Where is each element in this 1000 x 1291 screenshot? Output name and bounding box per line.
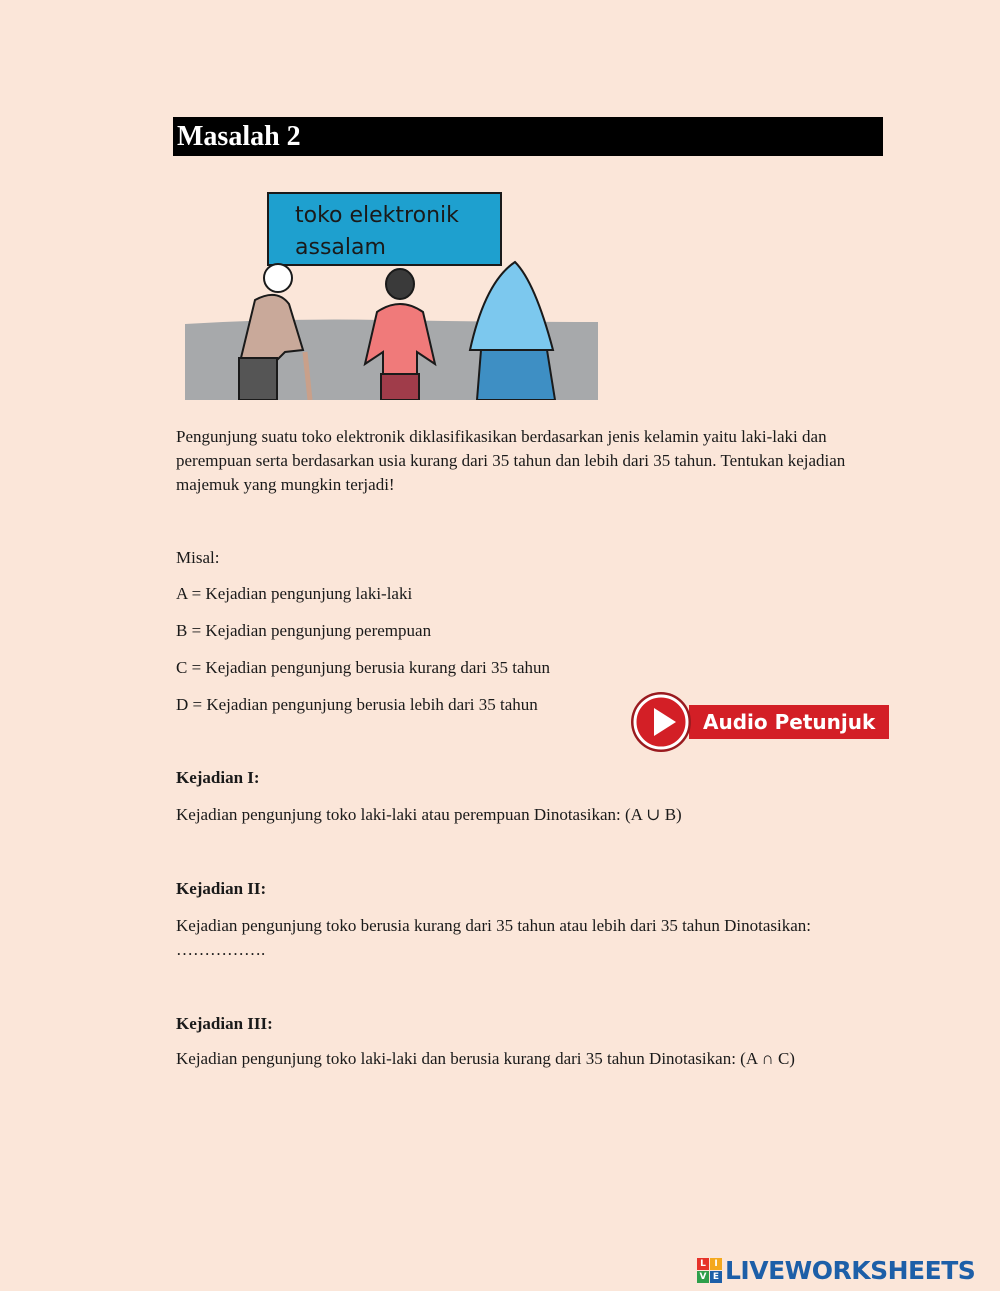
event-1-text: Kejadian pengunjung toko laki-laki atau perempuan Dinotasikan: (A ∪ B): [176, 805, 682, 824]
misal-label: Misal:: [176, 548, 220, 567]
store-illustration: [185, 192, 598, 400]
misal-item-a: A = Kejadian pengunjung laki-laki: [176, 584, 413, 603]
event-3-heading: Kejadian III:: [176, 1014, 273, 1033]
misal-item-d: D = Kejadian pengunjung berusia lebih dari 35 tahun: [176, 695, 538, 714]
page-title: Masalah 2: [173, 117, 883, 156]
event-2-answer-field[interactable]: …………….: [176, 940, 266, 959]
play-icon: [629, 690, 693, 754]
sign-line-2: assalam: [295, 235, 386, 260]
audio-button-label: Audio Petunjuk: [689, 705, 889, 739]
event-1-heading: Kejadian I:: [176, 768, 260, 787]
sign-line-1: toko elektronik: [295, 203, 459, 228]
event-2-text: Kejadian pengunjung toko berusia kurang dari 35 tahun atau lebih dari 35 tahun Dinotasikan:: [176, 916, 811, 935]
misal-item-c: C = Kejadian pengunjung berusia kurang dari 35 tahun: [176, 658, 551, 677]
event-3-text: Kejadian pengunjung toko laki-laki dan berusia kurang dari 35 tahun Dinotasikan: (A ∩ C): [176, 1049, 795, 1068]
logo-text: LIVEWORKSHEETS: [725, 1255, 976, 1285]
liveworksheets-logo: [697, 1255, 975, 1285]
logo-mark: L I V E: [697, 1258, 722, 1283]
misal-item-b: B = Kejadian pengunjung perempuan: [176, 621, 432, 640]
audio-petunjuk-button[interactable]: [629, 690, 891, 754]
event-2-heading: Kejadian II:: [176, 879, 267, 898]
problem-text: Pengunjung suatu toko elektronik diklasifikasikan berdasarkan jenis kelamin yaitu laki-laki dan perempuan serta berdasarkan usia kurang dari 35 tahun dan lebih dari 35 tahun. Tentukan kejadian majemuk yang mungkin terjadi!: [176, 427, 846, 494]
